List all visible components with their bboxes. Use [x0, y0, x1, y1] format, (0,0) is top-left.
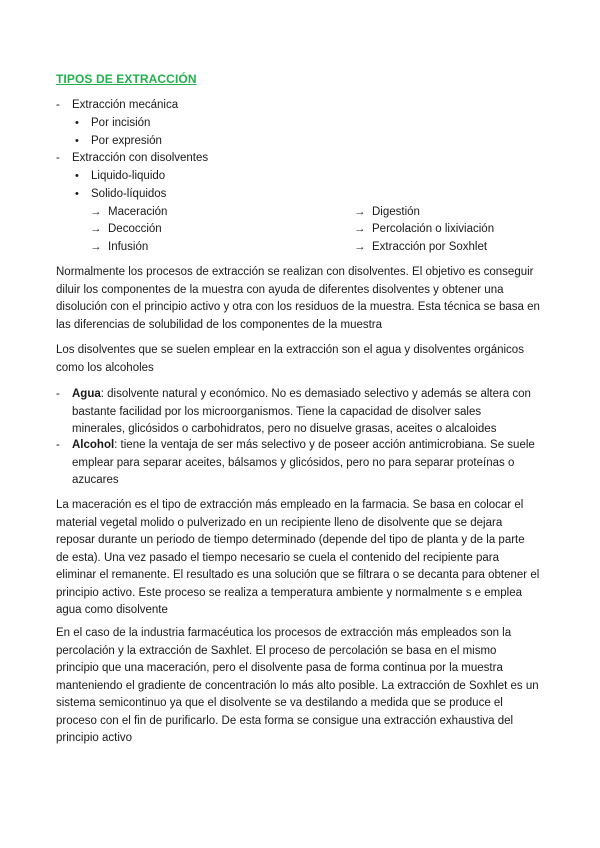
text-line: eliminar el remanente. El resultado es una solución que se filtrara o se decanta para obtener el — [56, 569, 540, 581]
right-arrow-icon: → — [90, 241, 102, 253]
right-arrow-icon: → — [90, 206, 102, 218]
text-line: minerales, glicósidos o carbohidratos, pero no disuelve grasas, aceites o alcaloides — [72, 423, 497, 435]
text-line: disolución con el principio activo y otra con los residuos de la muestra. Esta técnica se basa en — [56, 301, 540, 313]
text-line: material vegetal molido o pulverizado en un recipiente lleno de disolvente que se dejara — [56, 516, 503, 529]
section-title: TIPOS DE EXTRACCIÓN — [56, 72, 197, 86]
text-line: principio activo. Este proceso se realiza a temperatura ambiente y normalmente s e emplea — [56, 586, 522, 599]
text-line: La maceración es el tipo de extracción más empleado en la farmacia. Se basa en colocar el — [56, 499, 524, 511]
paragraph-maceracion — [56, 497, 548, 620]
right-arrow-icon: → — [90, 223, 102, 235]
text-line: las diferencias de solubilidad de los componentes de la muestra — [56, 318, 383, 331]
outline-subitem: Solido-líquidos — [91, 188, 167, 200]
dash-marker: - — [56, 388, 60, 400]
outline-item-disolventes: Extracción con disolventes — [72, 152, 209, 164]
dash-marker: - — [56, 152, 60, 164]
dash-marker: - — [56, 439, 60, 451]
text-line: sistema semicontinuo ya que el disolvente se va destilando a medida que se produce el — [56, 697, 503, 709]
bullet-marker: • — [75, 117, 79, 129]
solvent-agua — [72, 386, 552, 439]
text-line: principio activo — [56, 732, 133, 744]
text-line: : tiene la ventaja de ser más selectivo y de poseer acción antimicrobiana. Se suele — [114, 439, 535, 451]
text-line: emplear para separar aceites, bálsamos y glicósidos, pero no para separar proteínas o — [72, 456, 515, 469]
text-line: diluir los componentes de la muestra con ayuda de diferentes disolventes y obtener una — [56, 283, 504, 296]
text-line: : disolvente natural y económico. No es demasiado selectivo y además se altera con — [100, 388, 531, 400]
text-line: como los alcoholes — [56, 361, 154, 374]
text-line: manteniendo el gradiente de concentración lo más alto posible. La extracción de Soxhlet es un — [56, 679, 539, 692]
bullet-marker: • — [75, 170, 79, 182]
arrow-item: Maceración — [108, 206, 168, 218]
text-line: Normalmente los procesos de extracción se realizan con disolventes. El objetivo es conseguir — [56, 266, 534, 278]
outline-subitem: Por expresión — [91, 135, 162, 147]
text-line: percolación y la extracción de Saxhlet. El proceso de percolación se basa en el mismo — [56, 644, 497, 657]
right-arrow-icon: → — [354, 241, 366, 253]
outline-subitem: Por incisión — [91, 117, 151, 129]
term-agua: Agua — [72, 388, 101, 400]
solvent-alcohol — [72, 437, 552, 490]
arrow-item: Extracción por Soxhlet — [372, 241, 488, 253]
outline-subitem: Liquido-liquido — [91, 170, 166, 182]
bullet-marker: • — [75, 135, 79, 147]
arrow-item: Infusión — [108, 241, 149, 253]
right-arrow-icon: → — [354, 223, 366, 235]
arrow-item: Digestión — [372, 206, 420, 218]
paragraph-intro — [56, 264, 548, 334]
right-arrow-icon: → — [354, 206, 366, 218]
outline-item-mecanica: Extracción mecánica — [72, 99, 179, 111]
text-line: En el caso de la industria farmacéutica los procesos de extracción más empleados son la — [56, 627, 512, 639]
text-line: agua como disolvente — [56, 604, 168, 616]
text-line: Los disolventes que se suelen emplear en la extracción son el agua y disolventes orgánicos — [56, 344, 524, 356]
paragraph-disolventes — [56, 342, 548, 377]
text-line: bastante facilidad por los microorganismos. Tiene la capacidad de disolver sales — [72, 405, 482, 418]
paragraph-industria — [56, 625, 548, 748]
text-line: reposar durante un periodo de tiempo determinado (depende del tipo de planta y de la parte — [56, 534, 525, 546]
text-line: proceso con el fin de purificarlo. De esta forma se consigue una extracción exhaustiva del — [56, 714, 514, 727]
bullet-marker: • — [75, 188, 79, 200]
text-line: de esta). Una vez pasado el tiempo necesario se cuela el contenido del recipiente para — [56, 551, 500, 564]
text-line: principio que una maceración, pero el disolvente pasa de forma continua por la muestra — [56, 662, 503, 674]
term-alcohol: Alcohol — [72, 439, 115, 451]
arrow-item: Percolación o lixiviación — [372, 223, 495, 235]
dash-marker: - — [56, 99, 60, 111]
arrow-item: Decocción — [108, 223, 162, 235]
text-line: azucares — [72, 474, 119, 486]
